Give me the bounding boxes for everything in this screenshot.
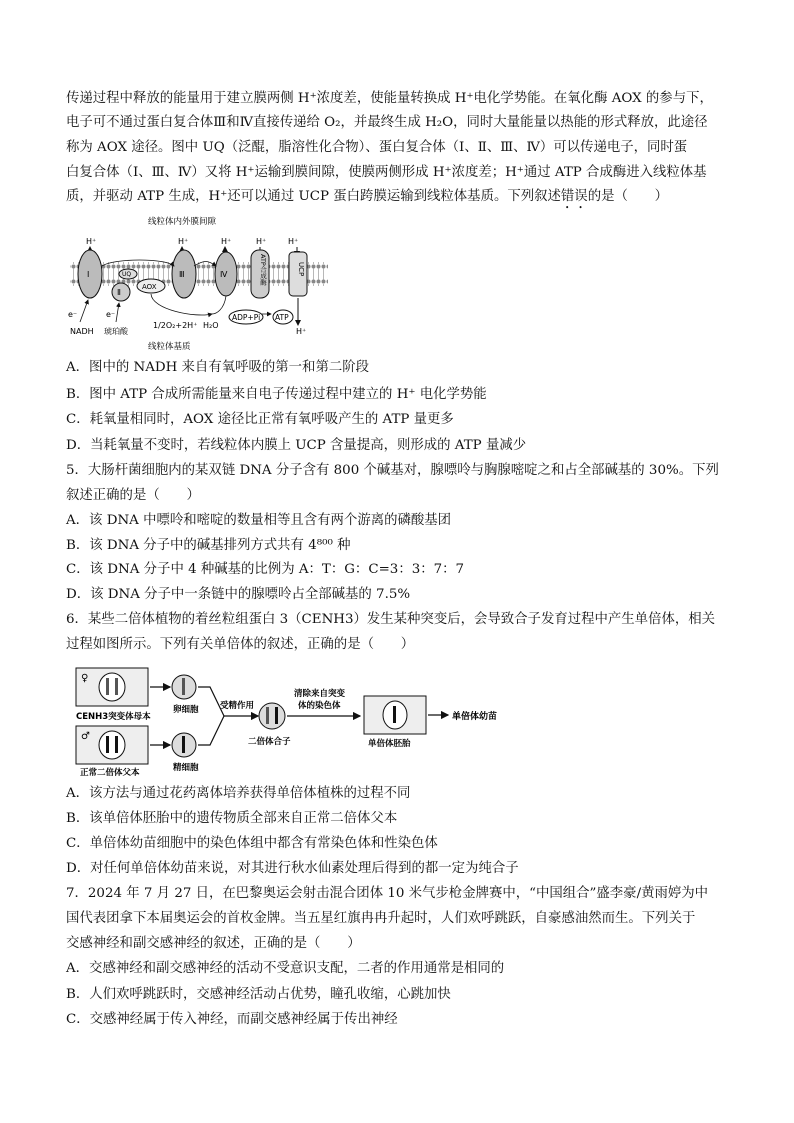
q7-option-c[interactable]: C．交感神经属于传入神经，而副交感神经属于传出神经 (66, 1012, 398, 1027)
aox-label: AOX (142, 283, 157, 291)
complex-iv-label: Ⅳ (220, 270, 228, 279)
q4-stem-line-4: 白复合体（Ⅰ、Ⅲ、Ⅳ）又将 H⁺运输到膜间隙，使膜两侧形成 H⁺浓度差；H⁺通过 ATP 合成酶进入线粒体基 (66, 165, 707, 180)
electron-label-2: e⁻ (106, 310, 116, 319)
q5-option-a[interactable]: A．该 DNA 中嘌呤和嘧啶的数量相等且含有两个游离的磷酸基团 (66, 513, 452, 528)
adp-pi-label: ADP+Pi (232, 313, 261, 322)
q4-stem-text: 质，并驱动 ATP 生成，H⁺还可以通过 UCP 蛋白跨膜运输到线粒体基质。下列叙述 (66, 189, 561, 204)
q4-stem-tail: 的是（ ） (587, 189, 669, 204)
q4-option-a[interactable]: A．图中的 NADH 来自有氧呼吸的第一和第二阶段 (66, 360, 370, 375)
h-plus-label-6: H⁺ (296, 327, 307, 336)
female-symbol: ♀ (81, 673, 89, 684)
q4-stem-line-1: 传递过程中释放的能量用于建立膜两侧 H⁺浓度差，使能量转换成 H⁺电化学势能。在氧化酶 AOX 的参与下， (66, 91, 713, 106)
h-plus-label-3: H⁺ (221, 237, 232, 246)
q5-option-b[interactable]: B．该 DNA 分子中的碱基排列方式共有 4⁸⁰⁰ 种 (66, 538, 351, 553)
water-label: H₂O (203, 321, 219, 330)
male-symbol: ♂ (81, 731, 90, 742)
intermembrane-space-label: 线粒体内外膜间隙 (148, 217, 217, 227)
uq-label: UQ (122, 271, 132, 278)
q5-option-d[interactable]: D．该 DNA 分子中一条链中的腺嘌呤占全部碱基的 7.5% (66, 587, 411, 602)
q5-option-c[interactable]: C．该 DNA 分子中 4 种碱基的比例为 A：T：G：C=3：3：7：7 (66, 562, 465, 577)
q7-stem-line-2: 国代表团拿下本届奥运会的首枚金牌。当五星红旗冉冉升起时，人们欢呼跳跃，自豪感油然而生。下列关于 (66, 911, 696, 926)
egg-label: 卵细胞 (173, 705, 199, 715)
electron-label-1: e⁻ (68, 310, 78, 319)
q7-stem-line-1: 7．2024 年 7 月 27 日，在巴黎奥运会射击混合团体 10 米气步枪金牌赛中，“中国组合”盛李豪/黄雨婷为中 (66, 886, 709, 901)
succinate-label: 琥珀酸 (104, 327, 128, 336)
haploid-embryo-label: 单倍体胚胎 (368, 739, 411, 749)
ucp-label: UCP (297, 262, 305, 277)
mother-label: CENH3突变体母本 (76, 712, 151, 722)
fertilization-label: 受精作用 (220, 701, 255, 711)
q4-option-b[interactable]: B．图中 ATP 合成所需能量来自电子传递过程中建立的 H⁺ 电化学势能 (66, 387, 487, 402)
q4-option-d[interactable]: D．当耗氧量不变时，若线粒体内膜上 UCP 含量提高，则形成的 ATP 量减少 (66, 438, 527, 453)
q4-stem-line-5 (66, 188, 736, 212)
q4-stem-line-3: 称为 AOX 途径。图中 UQ（泛醌，脂溶性化合物）、蛋白复合体（Ⅰ、Ⅱ、Ⅲ、Ⅳ）可以传递电子，同时蛋 (66, 140, 688, 155)
complex-ii (112, 283, 130, 301)
complex-ii-label: Ⅱ (117, 288, 121, 297)
zygote-label: 二倍体合子 (248, 737, 291, 747)
q6-option-a[interactable]: A．该方法与通过花药离体培养获得单倍体植株的过程不同 (66, 786, 411, 801)
q6-stem-line-2: 过程如图所示。下列有关单倍体的叙述，正确的是（ ） (66, 637, 415, 652)
q6-option-c[interactable]: C．单倍体幼苗细胞中的染色体组中都含有常染色体和性染色体 (66, 836, 438, 851)
atp-label: ATP (275, 313, 289, 322)
q7-option-b[interactable]: B．人们欢呼跳跃时，交感神经活动占优势，瞳孔收缩，心跳加快 (66, 987, 451, 1002)
complex-iii-label: Ⅲ (179, 270, 185, 279)
h-plus-label-2: H⁺ (178, 237, 189, 246)
q4-option-c[interactable]: C．耗氧量相同时，AOX 途径比正常有氧呼吸产生的 ATP 量更多 (66, 412, 454, 427)
removal-label-line-1: 清除来自突变 (294, 689, 346, 699)
h-plus-label-5: H⁺ (288, 237, 299, 246)
q7-option-a[interactable]: A．交感神经和副交感神经的活动不受意识支配，二者的作用通常是相同的 (66, 961, 505, 976)
nadh-label: NADH (70, 327, 94, 336)
q6-option-d[interactable]: D．对任何单倍体幼苗来说，对其进行秋水仙素处理后得到的都一定为纯合子 (66, 861, 519, 876)
h-plus-label-4: H⁺ (256, 237, 267, 246)
father-label: 正常二倍体父本 (80, 768, 140, 776)
haploid-induction-figure (72, 664, 522, 776)
h-plus-label-1: H⁺ (86, 237, 97, 246)
atp-synthase-label: ATP合成酶 (259, 254, 267, 286)
sperm-label: 精细胞 (173, 763, 199, 773)
matrix-label: 线粒体基质 (148, 342, 191, 352)
diploid-zygote (259, 703, 285, 729)
q7-stem-line-3: 交感神经和副交感神经的叙述，正确的是（ ） (66, 936, 361, 951)
removal-label-line-2: 体的染色体 (298, 701, 341, 711)
q6-option-b[interactable]: B．该单倍体胚胎中的遗传物质全部来自正常二倍体父本 (66, 811, 398, 826)
q6-stem-line-1: 6．某些二倍体植物的着丝粒组蛋白 3（CENH3）发生某种突变后，会导致合子发育过程中产生单倍体，相关 (66, 612, 716, 627)
complex-i-label: Ⅰ (87, 270, 90, 279)
haploid-seedling-label: 单倍体幼苗 (452, 712, 498, 722)
q5-stem-line-1: 5．大肠杆菌细胞内的某双链 DNA 分子含有 800 个碱基对，腺嘌呤与胸腺嘧啶之和占全部碱基的 30%。下列 (66, 463, 719, 478)
q4-stem-line-2: 电子可不通过蛋白复合体Ⅲ和Ⅳ直接传递给 O₂，并最终生成 H₂O，同时大量能量以热能的形式释放，此途径 (66, 115, 708, 130)
complex-i (78, 250, 102, 298)
q4-emphasis: 错误 (560, 189, 588, 204)
oxygen-reaction-label: 1/2O₂+2H⁺ (153, 321, 198, 330)
q5-stem-line-2: 叙述正确的是（ ） (66, 488, 200, 503)
mitochondria-membrane-figure (66, 214, 331, 354)
